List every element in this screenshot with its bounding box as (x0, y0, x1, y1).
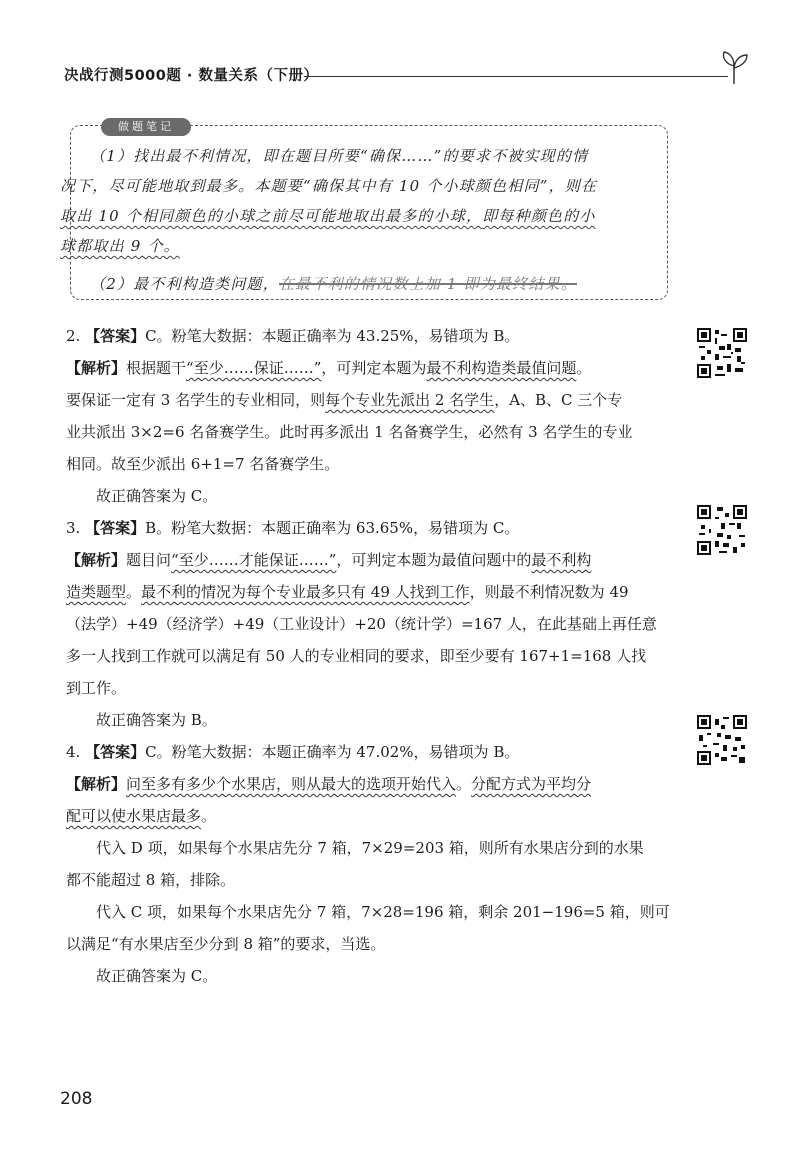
q2-conclusion: 故正确答案为 C。 (96, 487, 218, 505)
note-line: 况下，尽可能地取到最多。本题要“确保其中有 10 个小球颜色相同”，则在 (60, 177, 598, 195)
q2-answer: 2. 【答案】C。粉笔大数据：本题正确率为 43.25%，易错项为 B。 (66, 327, 520, 345)
q4-answer: 4. 【答案】C。粉笔大数据：本题正确率为 47.02%，易错项为 B。 (66, 743, 520, 761)
q4-option-d: 代入 D 项，如果每个水果店先分 7 箱，7×29=203 箱，则所有水果店分到的水果 (96, 839, 644, 857)
qr-code-icon[interactable] (697, 505, 747, 555)
page-number: 208 (60, 1089, 93, 1109)
note-underlined: 球都取出 9 个。 (60, 237, 180, 255)
page-header (64, 62, 754, 92)
note-underlined: 即每种颜色的小 (482, 207, 596, 225)
q4-option-d: 都不能超过 8 箱，排除。 (66, 871, 236, 889)
q4-conclusion: 故正确答案为 C。 (96, 967, 218, 985)
header-rule (304, 76, 728, 77)
q4-analysis: 配可以使水果店最多。 (66, 807, 217, 825)
note-text: （2）最不利构造类问题， (90, 275, 279, 293)
q2-analysis: 【解析】根据题干“至少……保证……”，可判定本题为最不利构造类最值问题。 (66, 359, 592, 377)
answer-label: 【答案】 (85, 327, 146, 345)
answer-section (66, 320, 672, 992)
q2-analysis: 业共派出 3×2=6 名备赛学生。此时再多派出 1 名备赛学生，必然有 3 名学生的专业 (66, 423, 633, 441)
book-title: 决战行测5000题 · 数量关系（下册） (64, 68, 319, 84)
note-scribbled: 在最不利的情况数上加 1 即为最终结果。 (278, 275, 578, 293)
qr-code-icon[interactable] (697, 715, 747, 765)
note-underlined: 取出 10 个相同颜色的小球之前尽可能地取出最多的小球， (60, 207, 483, 225)
qr-code-icon[interactable] (697, 328, 747, 378)
analysis-label: 【解析】 (66, 551, 127, 569)
note-line (60, 231, 650, 261)
q3-analysis: （法学）+49（经济学）+49（工业设计）+20（统计学）=167 人，在此基础上再任意 (66, 615, 657, 633)
answer-label: 【答案】 (85, 743, 146, 761)
note-badge: 做题笔记 (101, 118, 191, 136)
note-line (60, 201, 650, 231)
note-content (60, 141, 650, 299)
q3-analysis: 到工作。 (66, 679, 127, 697)
q4-option-c: 代入 C 项，如果每个水果店先分 7 箱，7×28=196 箱，剩余 201−196=5 箱，则可 (96, 903, 670, 921)
q3-conclusion: 故正确答案为 B。 (96, 711, 217, 729)
analysis-label: 【解析】 (66, 775, 127, 793)
q4-option-c: 以满足“有水果店至少分到 8 箱”的要求，当选。 (66, 935, 386, 953)
q3-analysis: 【解析】题目问“至少……才能保证……”，可判定本题为最值问题中的最不利构 (66, 551, 592, 569)
answer-label: 【答案】 (85, 519, 146, 537)
q3-answer: 3. 【答案】B。粉笔大数据：本题正确率为 63.65%，易错项为 C。 (66, 519, 520, 537)
q4-analysis: 【解析】问至多有多少个水果店，则从最大的选项开始代入。分配方式为平均分 (66, 775, 592, 793)
analysis-label: 【解析】 (66, 359, 127, 377)
q2-analysis: 要保证一定有 3 名学生的专业相同，则每个专业先派出 2 名学生，A、B、C 三个专 (66, 391, 623, 409)
sprout-icon (714, 46, 754, 86)
q2-analysis: 相同。故至少派出 6+1=7 名备赛学生。 (66, 455, 340, 473)
q3-analysis: 多一人找到工作就可以满足有 50 人的专业相同的要求，即至少要有 167+1=168 人找 (66, 647, 647, 665)
note-line (90, 269, 650, 299)
note-line: （1）找出最不利情况，即在题目所要“确保……”的要求不被实现的情 (90, 147, 589, 165)
q3-analysis: 造类题型。最不利的情况为每个专业最多只有 49 人找到工作，则最不利情况数为 49 (66, 583, 629, 601)
